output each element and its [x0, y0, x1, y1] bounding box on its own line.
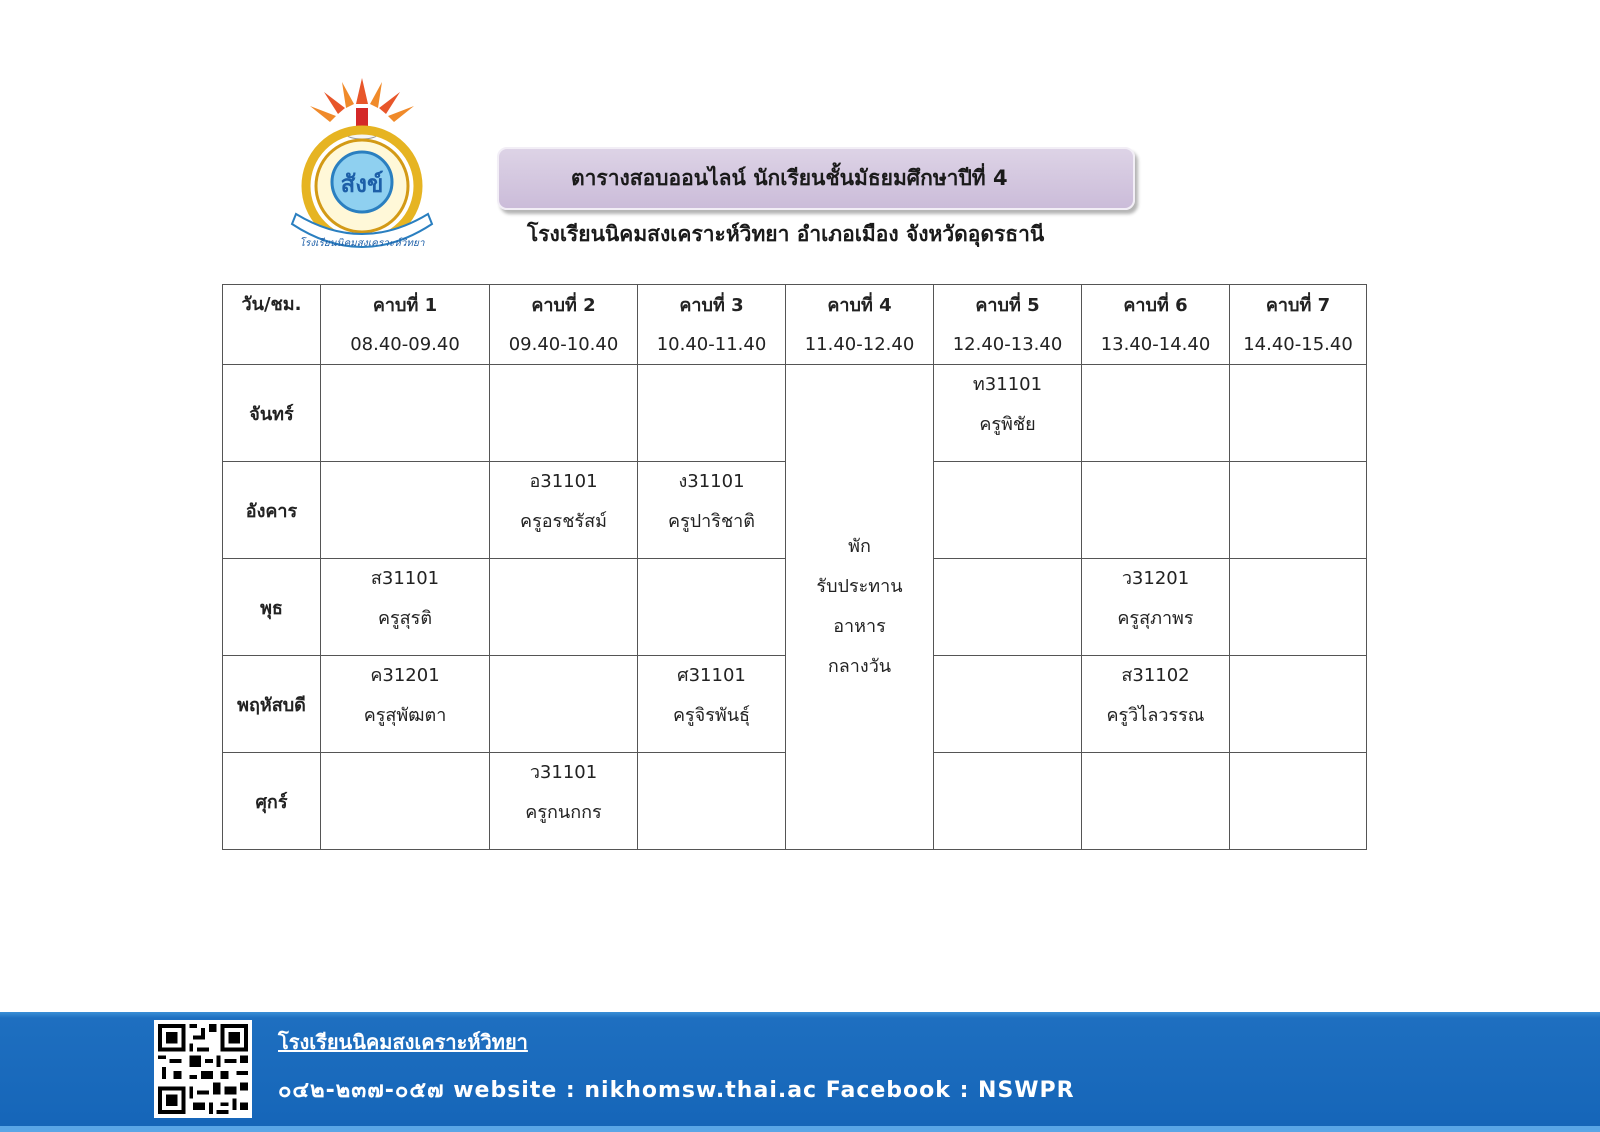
schedule-cell: [490, 365, 638, 462]
schedule-cell: [490, 656, 638, 753]
schedule-cell: [638, 365, 786, 462]
schedule-cell: ศ31101 ครูจิรพันธุ์: [638, 656, 786, 753]
schedule-cell: ว31101 ครูกนกกร: [490, 753, 638, 850]
period-header-5: คาบที่ 5 12.40-13.40: [934, 285, 1082, 365]
footer-bar: [0, 1012, 1600, 1132]
table-row-monday: [223, 365, 1367, 462]
logo-monogram: สังข์: [340, 170, 384, 198]
schedule-cell: [638, 559, 786, 656]
footer-bottom-strip: [0, 1126, 1600, 1132]
schedule-cell: [1230, 753, 1367, 850]
period-header-3: คาบที่ 3 10.40-11.40: [638, 285, 786, 365]
schedule-cell: ท31101 ครูพิชัย: [934, 365, 1082, 462]
schedule-cell: [1230, 365, 1367, 462]
schedule-cell: [934, 559, 1082, 656]
day-label: จันทร์: [223, 365, 321, 462]
page-subtitle: โรงเรียนนิคมสงเคราะห์วิทยา อำเภอเมือง จังหวัดอุดรธานี: [527, 222, 1045, 246]
schedule-cell: ส31101 ครูสุรติ: [321, 559, 490, 656]
period-header-4: คาบที่ 4 11.40-12.40: [786, 285, 934, 365]
schedule-cell: [321, 753, 490, 850]
schedule-cell: [934, 753, 1082, 850]
page-title: ตารางสอบออนไลน์ นักเรียนชั้นมัธยมศึกษาปีที่ 4: [571, 166, 1008, 190]
corner-header: วัน/ชม.: [223, 285, 321, 365]
schedule-cell: ส31102 ครูวิไลวรรณ: [1082, 656, 1230, 753]
period-header-7: คาบที่ 7 14.40-15.40: [1230, 285, 1367, 365]
schedule-cell: [321, 365, 490, 462]
schedule-cell: [934, 462, 1082, 559]
day-label: พุธ: [223, 559, 321, 656]
period-header-6: คาบที่ 6 13.40-14.40: [1082, 285, 1230, 365]
schedule-cell: อ31101 ครูอรชรัสม์: [490, 462, 638, 559]
schedule-cell: [1082, 753, 1230, 850]
schedule-cell: ว31201 ครูสุภาพร: [1082, 559, 1230, 656]
schedule-cell: [1230, 656, 1367, 753]
schedule-cell: ง31101 ครูปาริชาติ: [638, 462, 786, 559]
day-label: อังคาร: [223, 462, 321, 559]
qr-code-icon[interactable]: [154, 1020, 252, 1118]
schedule-cell: [1082, 365, 1230, 462]
schedule-cell: [1230, 462, 1367, 559]
exam-schedule-table: [222, 284, 1367, 850]
schedule-cell: [638, 753, 786, 850]
logo-ribbon-text: โรงเรียนนิคมสงเคราะห์วิทยา: [299, 238, 425, 249]
schedule-cell: [934, 656, 1082, 753]
schedule-cell: [1230, 559, 1367, 656]
day-label: พฤหัสบดี: [223, 656, 321, 753]
schedule-cell: ค31201 ครูสุพัฒตา: [321, 656, 490, 753]
period-header-1: คาบที่ 1 08.40-09.40: [321, 285, 490, 365]
schedule-cell: [1082, 462, 1230, 559]
schedule-cell: [490, 559, 638, 656]
footer-contact: ๐๔๒-๒๓๗-๐๕๗ website : nikhomsw.thai.ac Facebook : NSWPR: [278, 1078, 1075, 1103]
footer-school-name: โรงเรียนนิคมสงเคราะห์วิทยา: [278, 1030, 528, 1054]
day-label: ศุกร์: [223, 753, 321, 850]
period-header-2: คาบที่ 2 09.40-10.40: [490, 285, 638, 365]
title-banner: [497, 147, 1135, 210]
lunch-break-cell: พัก รับประทาน อาหาร กลางวัน: [786, 365, 934, 850]
school-logo: [282, 74, 442, 264]
schedule-cell: [321, 462, 490, 559]
table-header-row: [223, 285, 1367, 365]
